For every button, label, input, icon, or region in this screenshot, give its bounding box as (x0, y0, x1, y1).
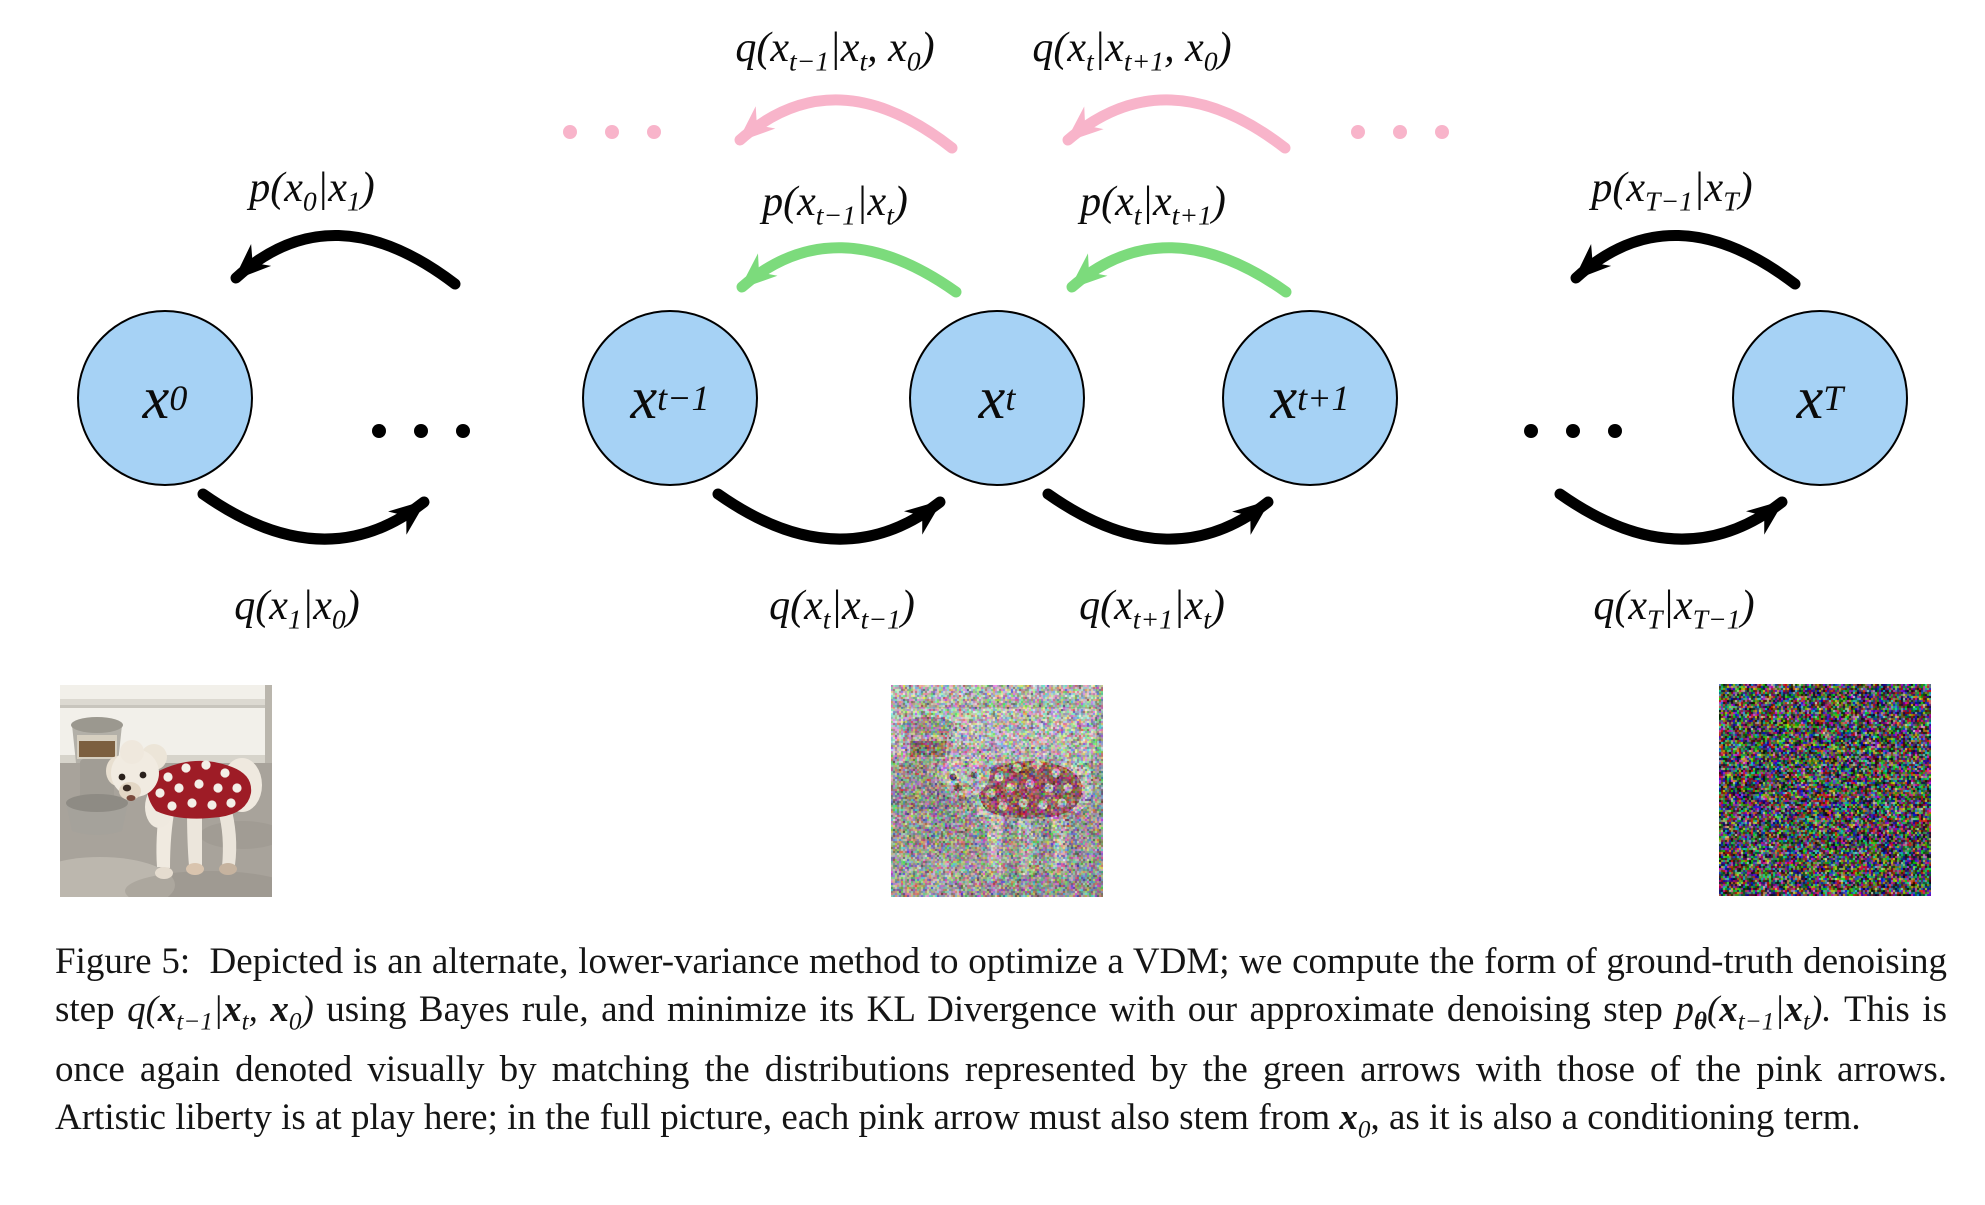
label-p-x0-given-x1: $p(x_0|x_1)$ (249, 165, 375, 217)
label-q-xt-given-xt1: $q(x_t|x_{t-1})$ (769, 583, 915, 635)
label-p-xt1-given-xt: $p(x_{t-1}|x_t)$ (762, 179, 908, 231)
node-xt+1: x t+1 (1222, 310, 1398, 486)
label-p-xt-given-xt1: $p(x_t|x_{t+1})$ (1080, 179, 1226, 231)
pink-ellipsis-right (1351, 125, 1449, 139)
forward-arrow-q-xt1-xt (1048, 494, 1268, 539)
label-p-xT1-given-xT: $p(x_{T-1}|x_T)$ (1591, 165, 1753, 217)
reverse-arrow-p-x0-x1 (236, 235, 455, 284)
label-q-xt1-given-xt: $q(x_{t+1}|x_t)$ (1079, 583, 1225, 635)
label-q-xt-given-xt1-x0: $q(x_t|x_{t+1}$, $x_0$) (1032, 25, 1232, 77)
clean-dog-image-x0 (60, 685, 272, 897)
pure-noise-image-xT (1719, 684, 1931, 896)
node-xT: x T (1732, 310, 1908, 486)
green-denoising-arrow-left (742, 248, 956, 292)
label-q-xT-given-xT1: $q(x_T|x_{T-1})$ (1593, 583, 1755, 635)
node-ellipsis-left (372, 424, 470, 438)
forward-arrow-q-x1-x0 (203, 494, 424, 539)
label-q-xt1-given-xt-x0: $q(x_{t-1}|x_t$, $x_0$) (735, 25, 935, 77)
noisy-dog-image-xt (891, 685, 1103, 897)
node-xt: x t (909, 310, 1085, 486)
noise-overlay-canvas (891, 685, 1103, 897)
pure-noise-canvas (1719, 684, 1931, 896)
label-q-x1-given-x0: $q(x_1|x_0)$ (234, 583, 360, 635)
pink-denoising-arrow-left (740, 100, 952, 148)
forward-arrow-q-xt-xt1 (718, 494, 940, 539)
node-xt-1: x t−1 (582, 310, 758, 486)
pink-denoising-arrow-right (1068, 100, 1285, 148)
node-ellipsis-right (1524, 424, 1622, 438)
forward-arrow-q-xT-xT1 (1560, 494, 1782, 539)
node-x0: x 0 (77, 310, 253, 486)
green-denoising-arrow-right (1072, 248, 1286, 292)
pink-ellipsis-left (563, 125, 661, 139)
figure-caption: Figure 5: Depicted is an alternate, lower-variance method to optimize a VDM; we compute the form of ground-truth denoising step $q(x_{t-1}|x_t$, $x_0$) using Bayes rule, and minimize its KL Divergence with our approximate denoising step $p_\theta(x_{t-1}|x_t)$. This is once again denoted visually by matching the distributions represented by the green arrows with those of the pink arrows. Artistic liberty is at play here; in the full picture, each pink arrow must also stem from $x_0$, as it is also a conditioning term. (55, 941, 1947, 1144)
reverse-arrow-p-xT1-xT (1576, 235, 1795, 284)
